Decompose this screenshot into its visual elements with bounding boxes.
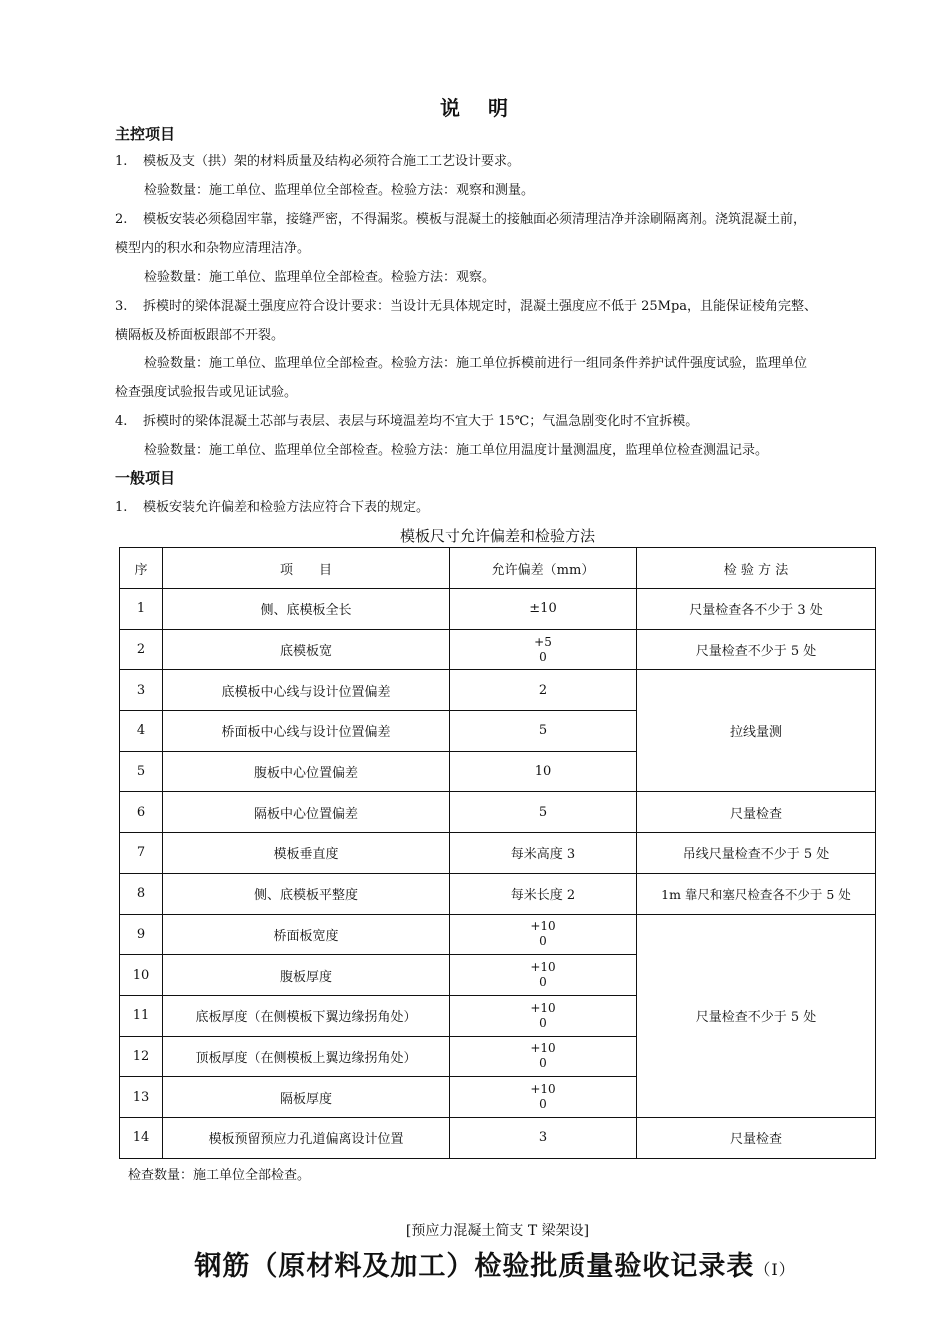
row-seq: 9 <box>120 914 163 955</box>
row-tolerance: +10 0 <box>450 955 637 996</box>
row-tolerance: +10 0 <box>450 1077 637 1118</box>
row-tolerance: +10 0 <box>450 1036 637 1077</box>
main-item-3-check: 检验数量：施工单位、监理单位全部检查。检验方法：施工单位拆模前进行一组同条件养护试件强度试验，监理单位 <box>144 356 808 371</box>
row-seq: 5 <box>120 751 163 792</box>
row-method: 尺量检查 <box>637 1117 876 1158</box>
table-row <box>120 629 876 670</box>
row-tolerance: 3 <box>450 1117 637 1158</box>
header-seq: 序 <box>120 548 163 589</box>
row-item: 底板厚度（在侧模板下翼边缘拐角处） <box>163 995 450 1036</box>
tolerance-table <box>119 547 876 1159</box>
row-tolerance: 每米长度 2 <box>450 873 637 914</box>
row-item: 桥面板宽度 <box>163 914 450 955</box>
next-section-title: 钢筋（原材料及加工）检验批质量验收记录表（I） <box>194 1251 796 1282</box>
row-tolerance: 每米高度 3 <box>450 833 637 874</box>
row-seq: 3 <box>120 670 163 711</box>
table-header-row <box>120 548 876 589</box>
row-seq: 12 <box>120 1036 163 1077</box>
row-method-merged: 拉线量测 <box>637 670 876 792</box>
main-item-1-check: 检验数量：施工单位、监理单位全部检查。检验方法：观察和测量。 <box>144 183 535 198</box>
row-item: 模板预留预应力孔道偏离设计位置 <box>163 1117 450 1158</box>
table-row <box>120 589 876 630</box>
main-item-3-cont: 横隔板及桥面板跟部不开裂。 <box>115 328 285 343</box>
general-item-1: 1. 模板安装允许偏差和检验方法应符合下表的规定。 <box>115 500 430 515</box>
row-item: 侧、底模板平整度 <box>163 873 450 914</box>
row-item: 模板垂直度 <box>163 833 450 874</box>
row-item: 底模板中心线与设计位置偏差 <box>163 670 450 711</box>
row-item: 侧、底模板全长 <box>163 589 450 630</box>
header-method: 检 验 方 法 <box>637 548 876 589</box>
table-caption: 模板尺寸允许偏差和检验方法 <box>399 527 595 545</box>
header-tolerance: 允许偏差（mm） <box>450 548 637 589</box>
row-item: 隔板厚度 <box>163 1077 450 1118</box>
row-method: 尺量检查各不少于 3 处 <box>637 589 876 630</box>
row-method: 尺量检查不少于 5 处 <box>637 629 876 670</box>
row-tolerance: +5 0 <box>450 629 637 670</box>
main-control-heading: 主控项目 <box>115 125 176 143</box>
row-seq: 7 <box>120 833 163 874</box>
row-tolerance: 10 <box>450 751 637 792</box>
row-seq: 2 <box>120 629 163 670</box>
header-item: 项 目 <box>163 548 450 589</box>
row-seq: 14 <box>120 1117 163 1158</box>
row-tolerance: ±10 <box>450 589 637 630</box>
table-row <box>120 792 876 833</box>
main-item-2-cont: 模型内的积水和杂物应清理洁净。 <box>115 241 311 256</box>
row-item: 底模板宽 <box>163 629 450 670</box>
table-row <box>120 873 876 914</box>
main-item-3: 3. 拆模时的梁体混凝土强度应符合设计要求：当设计无具体规定时，混凝土强度应不低于 25Mpa，且能保证棱角完整、 <box>115 299 818 314</box>
row-seq: 11 <box>120 995 163 1036</box>
row-seq: 4 <box>120 711 163 752</box>
row-seq: 6 <box>120 792 163 833</box>
row-seq: 10 <box>120 955 163 996</box>
page-title: 说 明 <box>440 96 510 120</box>
row-tolerance: +10 0 <box>450 995 637 1036</box>
row-tolerance: +10 0 <box>450 914 637 955</box>
main-item-2-check: 检验数量：施工单位、监理单位全部检查。检验方法：观察。 <box>144 270 496 285</box>
main-item-1: 1. 模板及支（拱）架的材料质量及结构必须符合施工工艺设计要求。 <box>115 154 521 169</box>
row-tolerance: 5 <box>450 711 637 752</box>
main-item-4-check: 检验数量：施工单位、监理单位全部检查。检验方法：施工单位用温度计量测温度，监理单位检查测温记录。 <box>144 443 769 458</box>
table-row <box>120 1117 876 1158</box>
main-item-3-check-cont: 检查强度试验报告或见证试验。 <box>115 385 298 400</box>
row-item: 腹板厚度 <box>163 955 450 996</box>
table-row <box>120 670 876 711</box>
table-footnote: 检查数量：施工单位全部检查。 <box>128 1168 311 1183</box>
next-section-subtitle: [预应力混凝土简支 T 梁架设] <box>405 1223 590 1239</box>
row-method-merged: 尺量检查不少于 5 处 <box>637 914 876 1117</box>
row-seq: 13 <box>120 1077 163 1118</box>
table-row <box>120 914 876 955</box>
row-tolerance: 5 <box>450 792 637 833</box>
general-heading: 一般项目 <box>115 469 176 487</box>
main-item-2: 2. 模板安装必须稳固牢靠，接缝严密，不得漏浆。模板与混凝土的接触面必须清理洁净并涂刷隔离剂。浇筑混凝土前， <box>115 212 807 227</box>
row-method: 尺量检查 <box>637 792 876 833</box>
main-item-4: 4. 拆模时的梁体混凝土芯部与表层、表层与环境温差均不宜大于 15℃；气温急剧变化时不宜拆模。 <box>115 414 699 429</box>
row-seq: 8 <box>120 873 163 914</box>
row-item: 腹板中心位置偏差 <box>163 751 450 792</box>
row-method: 吊线尺量检查不少于 5 处 <box>637 833 876 874</box>
row-item: 隔板中心位置偏差 <box>163 792 450 833</box>
row-method: 1m 靠尺和塞尺检查各不少于 5 处 <box>637 873 876 914</box>
row-seq: 1 <box>120 589 163 630</box>
table-row <box>120 833 876 874</box>
row-item: 顶板厚度（在侧模板上翼边缘拐角处） <box>163 1036 450 1077</box>
row-item: 桥面板中心线与设计位置偏差 <box>163 711 450 752</box>
row-tolerance: 2 <box>450 670 637 711</box>
